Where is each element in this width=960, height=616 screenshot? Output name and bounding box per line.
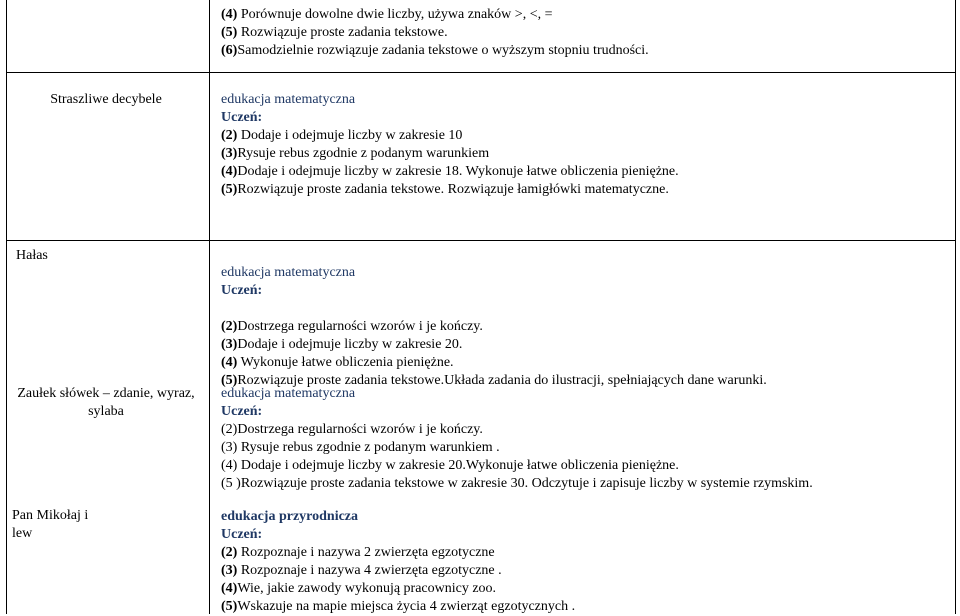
row-1-line-1: (4) Porównuje dowolne dwie liczby, używa znaków >, <, = <box>221 7 553 22</box>
row-4-line-4: (5 )Rozwiązuje proste zadania tekstowe w zakresie 30. Odczytuje i zapisuje liczby w systemie rzymskim. <box>221 476 813 491</box>
row-4-uczen: Uczeń: <box>221 404 263 419</box>
row-2-line-1: (2) Dodaje i odejmuje liczby w zakresie 10 <box>221 128 463 143</box>
row-5-topic: Pan Mikołaj i lew <box>12 508 89 541</box>
row-2-topic: Straszliwe decybele <box>50 92 162 107</box>
row-4-content <box>221 385 813 493</box>
table-border-left <box>6 0 7 614</box>
row-4-line-3: (4) Dodaje i odejmuje liczby w zakresie 20.Wykonuje łatwe obliczenia pieniężne. <box>221 458 679 473</box>
row-divider-2 <box>6 240 956 241</box>
row-3-line-2: (3)Dodaje i odejmuje liczby w zakresie 20. <box>221 337 463 352</box>
row-5-line-4: (5)Wskazuje na mapie miejsca życia 4 zwierząt egzotycznych . <box>221 599 576 614</box>
row-5-heading: edukacja przyrodnicza <box>221 509 359 524</box>
table-border-right <box>955 0 956 614</box>
row-3-uczen: Uczeń: <box>221 283 263 298</box>
row-5-line-3: (4)Wie, jakie zawody wykonują pracownicy zoo. <box>221 581 497 596</box>
row-divider-1 <box>6 72 956 73</box>
row-3-line-4: (5)Rozwiązuje proste zadania tekstowe.Układa zadania do ilustracji, spełniających dane warunki. <box>221 373 767 388</box>
row-1-content <box>221 6 649 60</box>
row-2-line-4: (5)Rozwiązuje proste zadania tekstowe. Rozwiązuje łamigłówki matematyczne. <box>221 182 669 197</box>
row-3-line-1: (2)Dostrzega regularności wzorów i je kończy. <box>221 319 483 334</box>
row-4-topic: Zaułek słówek – zdanie, wyraz, sylaba <box>17 386 195 419</box>
row-5-line-1: (2) Rozpoznaje i nazywa 2 zwierzęta egzotyczne <box>221 545 495 560</box>
row-2-line-2: (3)Rysuje rebus zgodnie z podanym warunkiem <box>221 146 490 161</box>
row-2-uczen: Uczeń: <box>221 110 263 125</box>
row-4-heading: edukacja matematyczna <box>221 386 356 401</box>
row-1-line-3: (6)Samodzielnie rozwiązuje zadania tekstowe o wyższym stopniu trudności. <box>221 43 649 58</box>
row-3-content <box>221 264 767 390</box>
row-1-line-2: (5) Rozwiązuje proste zadania tekstowe. <box>221 25 448 40</box>
row-5-content <box>221 508 575 616</box>
row-2-content <box>221 91 679 199</box>
row-4-line-2: (3) Rysuje rebus zgodnie z podanym warunkiem . <box>221 440 500 455</box>
row-3-topic: Hałas <box>16 248 48 263</box>
row-5-line-2: (3) Rozpoznaje i nazywa 4 zwierzęta egzotyczne . <box>221 563 502 578</box>
row-5-uczen: Uczeń: <box>221 527 263 542</box>
row-3-line-3: (4) Wykonuje łatwe obliczenia pieniężne. <box>221 355 454 370</box>
row-3-heading: edukacja matematyczna <box>221 265 356 280</box>
row-2-line-3: (4)Dodaje i odejmuje liczby w zakresie 18. Wykonuje łatwe obliczenia pieniężne. <box>221 164 679 179</box>
row-2-heading: edukacja matematyczna <box>221 92 356 107</box>
row-4-line-1: (2)Dostrzega regularności wzorów i je kończy. <box>221 422 483 437</box>
table-column-divider <box>209 0 210 614</box>
